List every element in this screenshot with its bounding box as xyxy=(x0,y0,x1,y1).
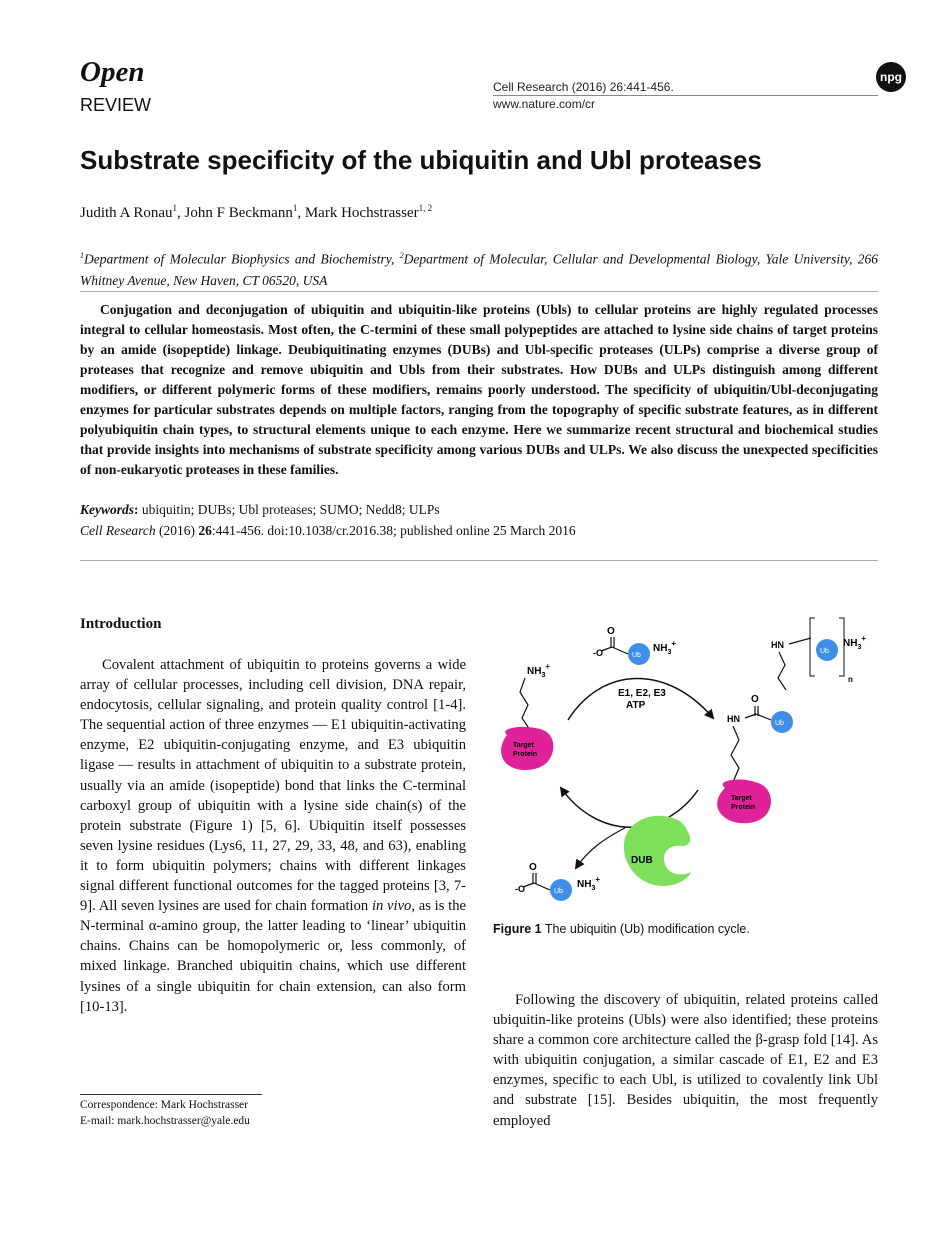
intro-text-end: , as is the N-terminal α-amino group, the latter leading to ‘linear’ ubiquitin chains. Chains can be homopolymeric or, less commonly, of mixed linkage. Branched ubiquitin chains, which use different lysines of a single ubiquitin for chain extension, can also form [10-13]. xyxy=(80,898,466,1015)
right-column-paragraph: Following the discovery of ubiquitin, related proteins called ubiquitin-like proteins (Ubls) were also identified; these proteins share a common core architecture called the β-grasp fold [14]. As with ubiquitin conjugation, a similar cascade of E1, E2 and E3 enzymes, specific to each Ubl, is utilized to covalently link Ubl and substrate [15]. Besides ubiquitin, the most frequently employed xyxy=(493,992,878,1129)
journal-url[interactable]: www.nature.com/cr xyxy=(493,97,596,111)
journal-header xyxy=(493,80,674,112)
free-ubiquitin-top xyxy=(593,626,676,665)
ubiquitinated-target xyxy=(717,694,793,823)
affil-sup: 1 xyxy=(80,251,84,260)
target-label: Target xyxy=(731,795,752,802)
free-ubiquitin-bottom xyxy=(515,862,600,901)
citation-details: :441-456. doi:10.1038/cr.2016.38; published online 25 March 2016 xyxy=(211,523,576,538)
oxygen-label: O xyxy=(607,626,615,637)
author-affil-sup: 1 xyxy=(172,203,178,213)
nh3-label: $NH_3^+$ xyxy=(653,639,677,656)
target-label: Target xyxy=(513,742,534,749)
header-rule xyxy=(493,95,878,96)
author-affil-sup: 1 xyxy=(292,203,298,213)
figure-caption-text: The ubiquitin (Ub) modification cycle. xyxy=(541,922,750,936)
section-label: REVIEW xyxy=(80,95,152,115)
keywords xyxy=(80,502,440,518)
affiliation-1: Department of Molecular Biophysics and Biochemistry, xyxy=(84,251,400,267)
polyubiquitin-chain xyxy=(771,618,866,690)
affil-sup: 2 xyxy=(399,251,404,260)
oxygen-label: O xyxy=(751,694,759,705)
divider xyxy=(80,560,878,561)
nh3-label: $NH_3^+$ xyxy=(843,634,867,651)
intro-text: Covalent attachment of ubiquitin to proteins governs a wide array of cellular processes, including cell division, DNA repair, endocytosis, cellular signaling, and protein quality control [1-4]. The sequential action of three enzymes — E1 ubiquitin-activating enzyme, E2 ubiquitin-conjugating enzyme, and E3 ubiquitin ligase — results in attachment of ubiquitin to a substrate protein, usually via an amide (isopeptide) bond that links the C-terminal carboxyl group of ubiquitin with a lysine side chain(s) of the protein substrate (Figure 1) [5, 6]. Ubiquitin itself possesses seven lysine residues (Lys6, 11, 27, 29, 33, 48, and 63), enabling it to form ubiquitin polymers; chains with different linkages signal different functional outcomes for the tagged proteins [3, 7-9]. All seven lysines are used for chain formation xyxy=(80,657,466,915)
citation-year: (2016) xyxy=(155,523,199,538)
ub-label: Ub xyxy=(820,648,829,655)
citation-journal: Cell Research xyxy=(80,523,156,538)
nh3-label: $NH_3^+$ xyxy=(527,662,551,679)
hn-label: HN xyxy=(771,640,784,650)
protein-label: Protein xyxy=(731,804,756,811)
citation-volume: 26 xyxy=(198,523,212,538)
correspondence: Correspondence: Mark Hochstrasser xyxy=(80,1099,248,1111)
divider xyxy=(80,291,878,292)
intro-italic: in vivo xyxy=(371,898,412,915)
nh3-label: $NH_3^+$ xyxy=(577,875,601,892)
ub-label: Ub xyxy=(632,652,641,659)
protein-label: Protein xyxy=(513,751,538,758)
dub-enzyme xyxy=(624,816,691,886)
keywords-value: ubiquitin; DUBs; Ubl proteases; SUMO; Nedd8; ULPs xyxy=(141,502,440,517)
figure-label: Figure 1 xyxy=(493,922,542,936)
author-list: Judith A Ronau$^1$, John F Beckmann$^1$, Mark Hochstrasser$^{1, 2}$ xyxy=(80,203,433,221)
dub-shape xyxy=(624,816,691,886)
journal-citation: Cell Research (2016) 26:441-456. xyxy=(493,80,674,94)
n-label: n xyxy=(848,675,853,684)
release-arrow xyxy=(576,828,625,868)
figure-1-diagram xyxy=(493,610,883,910)
abstract: Conjugation and deconjugation of ubiquitin and ubiquitin-like proteins (Ubls) to cellular proteins are highly regulated processes integral to cellular homeostasis. Most often, the C-termini of these small polypeptides are attached to lysine side chains of target proteins by an amide (isopeptide) linkage. Deubiquitinating enzymes (DUBs) and Ubl-specific proteases (ULPs) comprise a diverse group of proteases that recognize and remove ubiquitin and Ubls from their substrates. How DUBs and ULPs distinguish among different modifiers, or different polymeric forms of these modifiers, remains poorly understood. The specificity of ubiquitin/Ubl-deconjugating enzymes for particular substrates depends on multiple factors, ranging from the topography of specific substrate features, as in different polyubiquitin chain types, to structural elements unique to each enzyme. Here we summarize recent structural and biochemical studies that provide insights into mechanisms of substrate specificity among various DUBs and ULPs. We also discuss the unexpected specificities of non-eukaryotic proteases in these families. xyxy=(80,302,878,477)
email[interactable]: E-mail: mark.hochstrasser@yale.edu xyxy=(80,1115,250,1127)
oxygen-label: O xyxy=(529,862,537,873)
atp-label: ATP xyxy=(626,700,646,711)
open-access-label: Open xyxy=(80,56,145,88)
section-heading: Introduction xyxy=(80,616,162,632)
figure-caption xyxy=(493,922,750,936)
ominus-label: -O xyxy=(593,648,604,658)
author-name: Mark Hochstrasser xyxy=(304,205,419,221)
author-affil-sup: 1, 2 xyxy=(418,203,433,213)
citation-line xyxy=(80,523,576,539)
hn-label: HN xyxy=(727,714,740,724)
enzymes-label: E1, E2, E3 xyxy=(618,688,666,699)
author-name: John F Beckmann xyxy=(184,205,293,221)
keywords-label: Keywords xyxy=(80,502,134,517)
author-name: Judith A Ronau xyxy=(80,205,173,221)
affiliations xyxy=(80,245,878,291)
npg-logo: npg xyxy=(876,62,906,92)
target-protein-left xyxy=(501,662,553,770)
ominus-label: -O xyxy=(515,884,526,894)
article-title: Substrate specificity of the ubiquitin and Ubl proteases xyxy=(80,145,762,175)
dub-label: DUB xyxy=(631,855,653,866)
footnote xyxy=(80,1097,250,1129)
keywords-colon: : xyxy=(134,502,142,517)
intro-paragraph xyxy=(80,655,466,1017)
ub-label: Ub xyxy=(554,888,563,895)
ub-label: Ub xyxy=(775,720,784,727)
affiliation-2: Department of Molecular, Cellular and Developmental Biology, Yale University, 266 Whitney Avenue, New Haven, CT 06520, USA xyxy=(80,251,878,288)
footnote-rule xyxy=(80,1094,262,1095)
